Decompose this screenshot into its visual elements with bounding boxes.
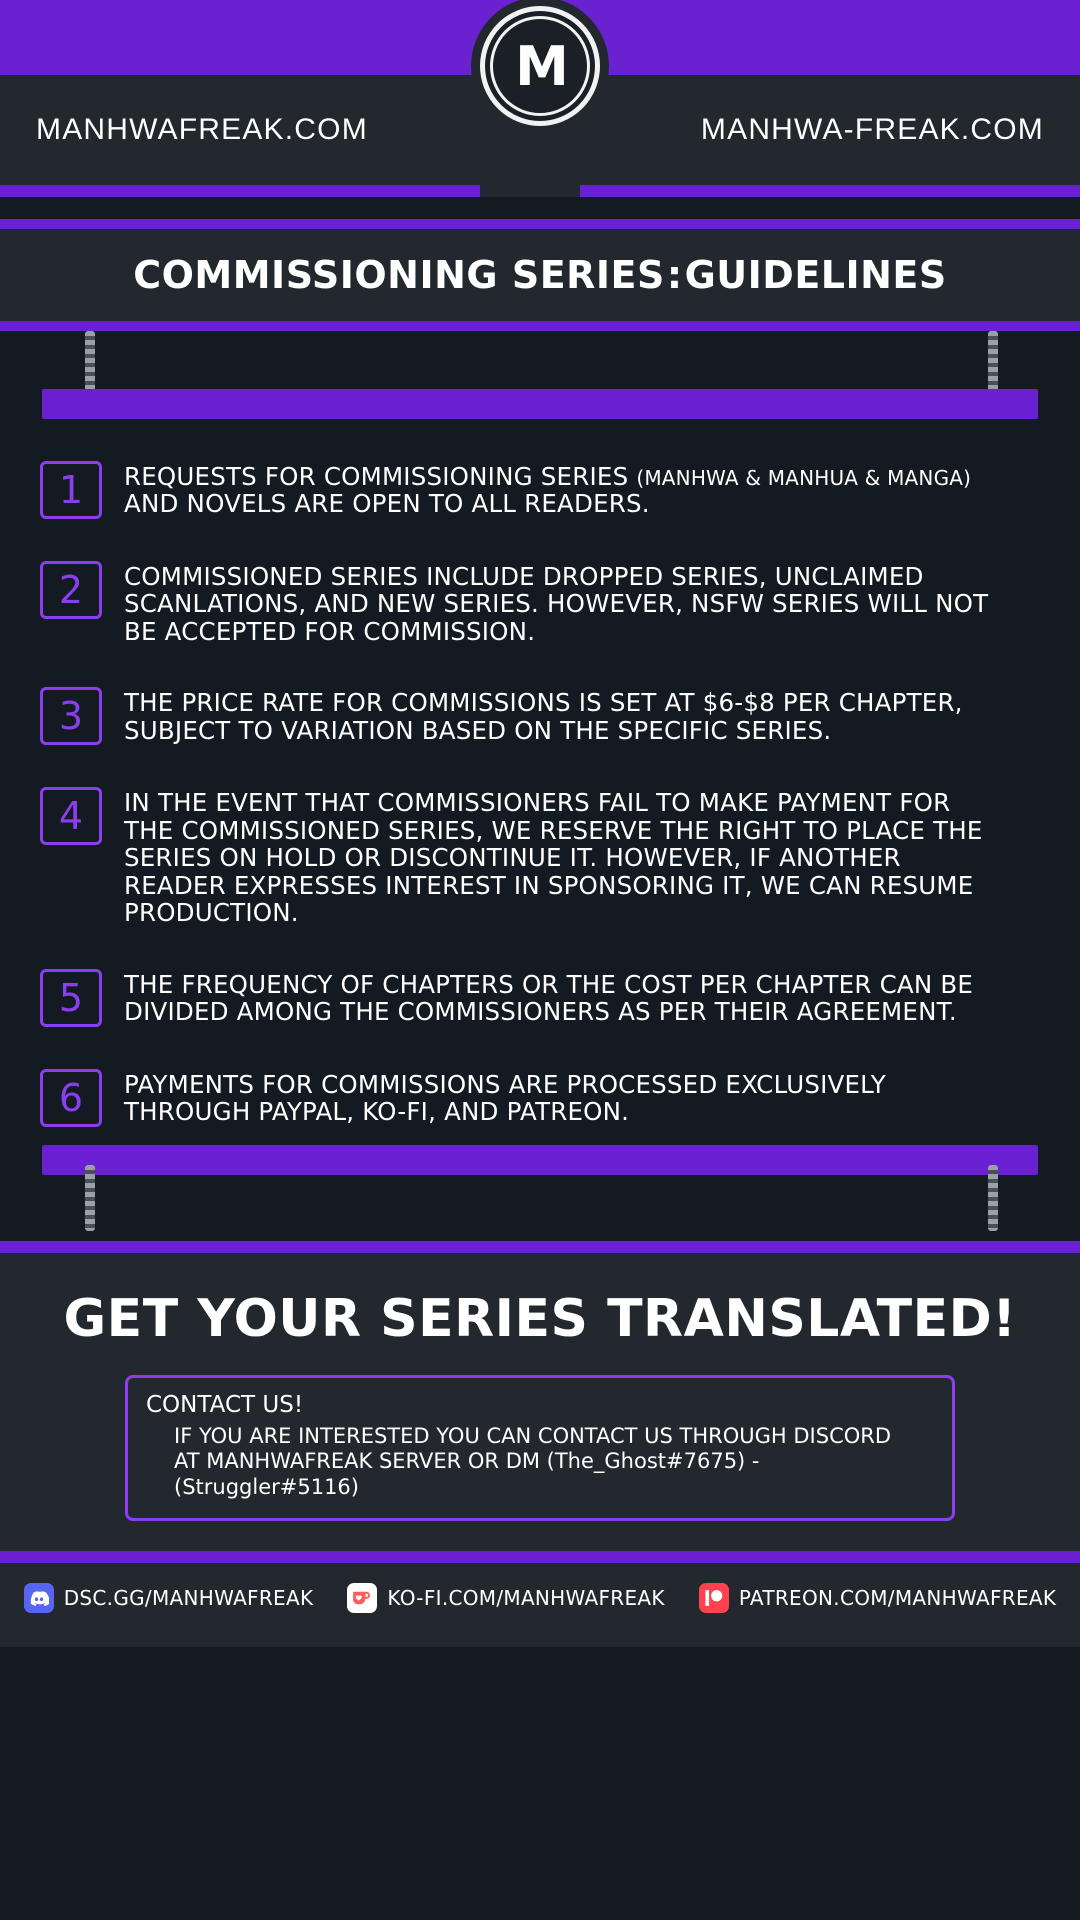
list-item — [40, 1067, 1040, 1127]
rule-text: THE FREQUENCY OF CHAPTERS OR THE COST PER CHAPTER CAN BE DIVIDED AMONG THE COMMISSIONERS AS PER THEIR AGREEMENT. — [124, 969, 974, 1026]
footer-filler — [0, 1633, 1080, 1647]
rule-text — [124, 459, 1004, 518]
rule-text-part: AND NOVELS ARE OPEN TO ALL READERS. — [124, 489, 650, 519]
rule-number: 1 — [58, 468, 84, 512]
header-underline — [0, 185, 1080, 197]
contact-heading: CONTACT US! — [146, 1391, 304, 1418]
rule-number-box — [40, 969, 102, 1027]
kofi-link[interactable] — [347, 1583, 664, 1613]
list-item — [40, 785, 1040, 926]
footer-top-divider — [0, 1241, 1080, 1253]
rule-text: THE PRICE RATE FOR COMMISSIONS IS SET AT $6-$8 PER CHAPTER, SUBJECT TO VARIATION BASED ON THE SPECIFIC SERIES. — [124, 688, 963, 745]
discord-link-label: DSC.GG/MANHWAFREAK — [63, 1586, 314, 1611]
rule-number: 5 — [58, 975, 84, 1020]
rule-number-box — [40, 687, 102, 745]
social-links-bar — [0, 1563, 1080, 1633]
contact-line-2: AT MANHWAFREAK SERVER OR DM (The_Ghost#7675) - (Struggler#5116) — [174, 1449, 760, 1499]
list-item — [40, 559, 1040, 645]
rule-number-box — [40, 461, 102, 519]
rule-number: 3 — [58, 694, 84, 739]
site-name-right: MANHWA-FREAK.COM — [700, 113, 1044, 146]
logo-inner-ring — [490, 16, 590, 116]
chain-left-top — [85, 331, 95, 397]
list-item — [40, 967, 1040, 1027]
header-gap — [0, 197, 1080, 219]
chain-left-bottom — [85, 1165, 95, 1231]
rule-number-box — [40, 787, 102, 845]
rule-number-box — [40, 561, 102, 619]
page-title — [133, 253, 947, 297]
header-underline-right — [580, 185, 1080, 197]
list-item — [40, 685, 1040, 745]
contact-details — [146, 1424, 934, 1501]
footer-band — [0, 1253, 1080, 1552]
title-top-divider — [0, 219, 1080, 229]
contact-box — [125, 1375, 955, 1522]
title-bottom-divider — [0, 321, 1080, 331]
kofi-icon — [347, 1583, 377, 1613]
chain-right-bottom — [988, 1165, 998, 1231]
rule-number-box — [40, 1069, 102, 1127]
footer-bottom-divider — [0, 1551, 1080, 1563]
page-title-sub: GUIDELINES — [684, 253, 947, 297]
guidelines-body — [0, 331, 1080, 1241]
purple-bar-top — [42, 389, 1038, 419]
site-name-left: MANHWAFREAK.COM — [36, 113, 368, 146]
discord-link[interactable] — [24, 1583, 314, 1613]
chain-right-top — [988, 331, 998, 397]
kofi-link-label: KO-FI.COM/MANHWAFREAK — [387, 1586, 665, 1611]
bottom-hanger — [0, 1145, 1080, 1231]
discord-icon — [24, 1583, 54, 1613]
rules-list — [0, 411, 1080, 1127]
rule-number: 4 — [58, 794, 84, 839]
page-title-separator: : — [666, 253, 683, 297]
patreon-link[interactable] — [699, 1583, 1056, 1613]
rule-text: IN THE EVENT THAT COMMISSIONERS FAIL TO MAKE PAYMENT FOR THE COMMISSIONED SERIES, WE RESERVE THE RIGHT TO PLACE THE SERIES ON HOLD OR DISCONTINUE IT. HOWEVER, IF ANOTHER READER EXPRESSES INTEREST IN SPONSORING IT, WE CAN RESUME PRODUCTION. — [124, 788, 983, 928]
rule-text: PAYMENTS FOR COMMISSIONS ARE PROCESSED EXCLUSIVELY THROUGH PAYPAL, KO-FI, AND PATREON. — [124, 1069, 886, 1126]
patreon-link-label: PATREON.COM/MANHWAFREAK — [738, 1586, 1057, 1611]
rule-text: COMMISSIONED SERIES INCLUDE DROPPED SERIES, UNCLAIMED SCANLATIONS, AND NEW SERIES. HOWEVER, NSFW SERIES WILL NOT BE ACCEPTED FOR COMMISSION. — [124, 562, 989, 646]
contact-line-1: IF YOU ARE INTERESTED YOU CAN CONTACT US THROUGH DISCORD — [174, 1423, 892, 1448]
footer-headline: GET YOUR SERIES TRANSLATED! — [63, 1288, 1017, 1349]
rule-text-part-small: (MANHWA & MANHUA & MANGA) — [636, 466, 972, 490]
purple-bar-bottom — [42, 1145, 1038, 1175]
manhwafreak-logo-icon — [480, 6, 600, 126]
list-item — [40, 459, 1040, 519]
page-title-main: COMMISSIONING SERIES — [133, 253, 665, 297]
top-hanger — [0, 331, 1080, 411]
logo-letter: M — [515, 34, 565, 98]
rule-number: 6 — [58, 1075, 84, 1120]
page-title-band — [0, 229, 1080, 321]
rule-text-part: REQUESTS FOR COMMISSIONING SERIES — [124, 462, 637, 491]
header-underline-left — [0, 185, 480, 197]
patreon-icon — [699, 1583, 729, 1613]
rule-number: 2 — [58, 568, 84, 612]
